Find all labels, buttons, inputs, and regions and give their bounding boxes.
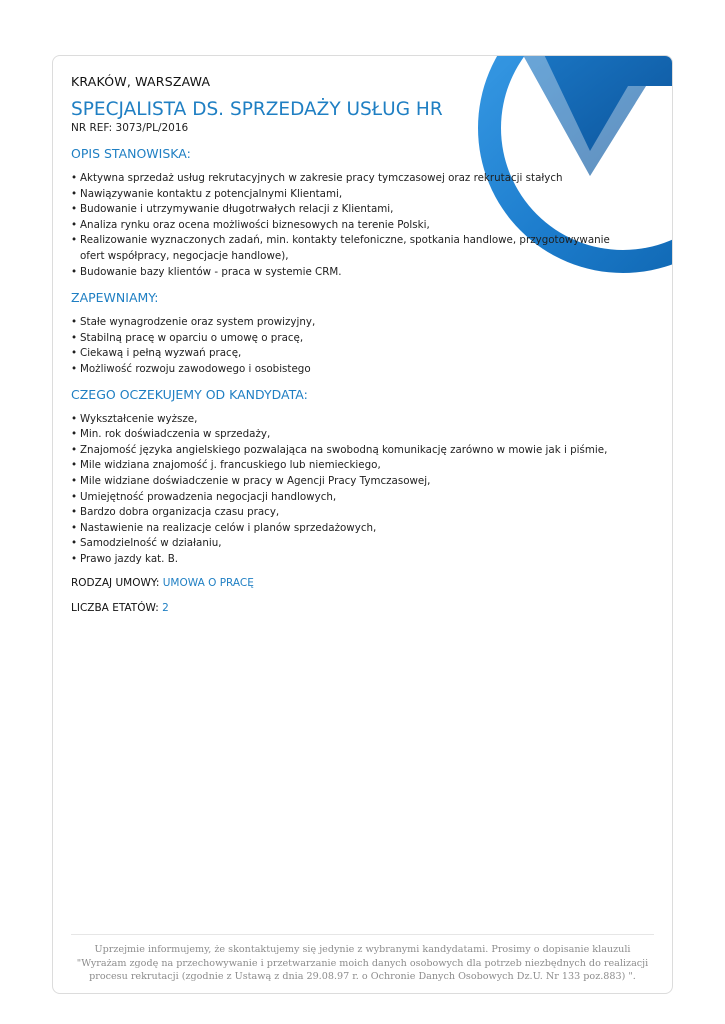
positions-count — [71, 601, 631, 615]
bullet-dot: • — [71, 443, 78, 456]
section-we-offer — [71, 290, 631, 377]
list-item: • Możliwość rozwoju zawodowego i osobistego — [71, 362, 631, 378]
section-title: ZAPEWNIAMY: — [71, 290, 159, 306]
list-item: • Umiejętność prowadzenia negocjacji handlowych, — [71, 490, 631, 506]
positions-count-value[interactable]: 2 — [162, 602, 169, 615]
list-item: • Wykształcenie wyższe, — [71, 412, 631, 428]
job-title: SPECJALISTA DS. SPRZEDAŻY USŁUG HR — [71, 99, 443, 120]
list-item: • Budowanie bazy klientów - praca w systemie CRM. — [71, 265, 631, 281]
job-location: KRAKÓW, WARSZAWA — [71, 74, 211, 89]
list-item: • Budowanie i utrzymywanie długotrwałych relacji z Klientami, — [71, 202, 631, 218]
list-item: • Samodzielność w działaniu, — [71, 536, 631, 552]
bullet-dot: • — [71, 459, 78, 472]
bullet-dot: • — [71, 234, 78, 247]
section-job-description — [71, 146, 631, 280]
bullet-dot: • — [71, 474, 78, 487]
list-item: • Min. rok doświadczenia w sprzedaży, — [71, 427, 631, 443]
bullet-dot: • — [71, 490, 78, 503]
list-item: • Prawo jazdy kat. B. — [71, 552, 631, 568]
bullet-dot: • — [71, 412, 78, 425]
bullet-dot: • — [71, 506, 78, 519]
description-list — [71, 171, 631, 280]
list-item: • Realizowanie wyznaczonych zadań, min. kontakty telefoniczne, spotkania handlowe, przygotowywanie ofert współpracy, negocjacje handlowe), — [71, 234, 610, 262]
contract-type-label: RODZAJ UMOWY: — [71, 577, 160, 590]
list-item: • Bardzo dobra organizacja czasu pracy, — [71, 505, 631, 521]
contract-type — [71, 576, 631, 590]
bullet-dot: • — [71, 331, 78, 344]
bullet-dot: • — [71, 203, 78, 216]
list-item: • Stałe wynagrodzenie oraz system prowizyjny, — [71, 315, 631, 331]
list-item: • Nastawienie na realizacje celów i planów sprzedażowych, — [71, 521, 631, 537]
bullet-dot: • — [71, 347, 78, 360]
list-item: • Znajomość języka angielskiego pozwalająca na swobodną komunikację zarówno w mowie jak i piśmie, — [71, 443, 631, 459]
list-item: • Aktywna sprzedaż usług rekrutacyjnych w zakresie pracy tymczasowej oraz rekrutacji stałych — [71, 171, 631, 187]
list-item: • Mile widziana znajomość j. francuskiego lub niemieckiego, — [71, 458, 631, 474]
bullet-dot: • — [71, 362, 78, 375]
footer-divider — [71, 934, 654, 935]
positions-count-label: LICZBA ETATÓW: — [71, 602, 159, 615]
list-item: • Mile widziane doświadczenie w pracy w Agencji Pracy Tymczasowej, — [71, 474, 631, 490]
list-item: • Stabilną pracę w oparciu o umowę o pracę, — [71, 331, 631, 347]
bullet-dot: • — [71, 521, 78, 534]
section-title: CZEGO OCZEKUJEMY OD KANDYDATA: — [71, 386, 308, 402]
list-item: • Nawiązywanie kontaktu z potencjalnymi Klientami, — [71, 187, 631, 203]
job-reference: NR REF: 3073/PL/2016 — [71, 122, 189, 134]
section-requirements — [71, 387, 631, 568]
list-item: • Analiza rynku oraz ocena możliwości biznesowych na terenie Polski, — [71, 218, 631, 234]
bullet-dot: • — [71, 187, 78, 200]
bullet-dot: • — [71, 428, 78, 441]
footer-disclaimer: Uprzejmie informujemy, że skontaktujemy się jedynie z wybranymi kandydatami. Prosimy o dopisanie klauzuli "Wyrażam zgodę na przechowywanie i przetwarzanie moich danych osobowych dla potrzeb niezbędnych do realizacji procesu rekrutacji (zgodnie z Ustawą z dnia 29.08.97 r. o Ochronie Danych Osobowych Dz.U. Nr 133 poz.883) ". — [76, 944, 649, 982]
bullet-dot: • — [71, 537, 78, 550]
section-title: OPIS STANOWISKA: — [71, 146, 191, 161]
list-item: • Ciekawą i pełną wyzwań pracę, — [71, 346, 631, 362]
bullet-dot: • — [71, 265, 78, 278]
bullet-dot: • — [71, 218, 78, 231]
bullet-dot: • — [71, 552, 78, 565]
offer-list — [71, 315, 631, 377]
job-content — [71, 74, 631, 615]
bullet-dot: • — [71, 172, 78, 184]
job-offer-card — [52, 55, 673, 994]
contract-type-value[interactable]: UMOWA O PRACĘ — [162, 577, 254, 590]
bullet-dot: • — [71, 316, 78, 329]
requirements-list — [71, 412, 631, 568]
